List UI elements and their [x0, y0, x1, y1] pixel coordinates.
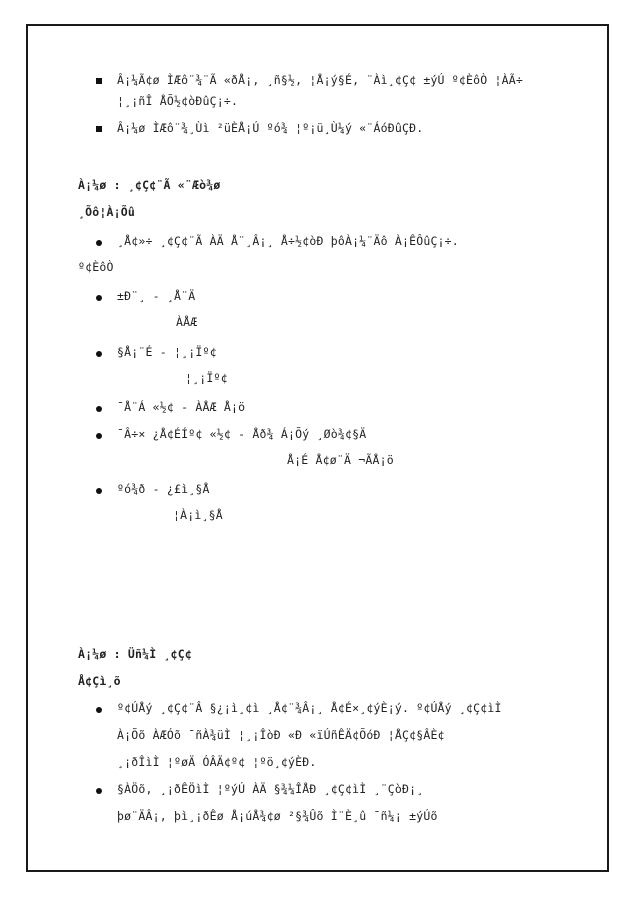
list-item: ºó¾ð - ¿£ì¸§Å	[117, 482, 210, 496]
bullet-text-continued: ¦¸¡ñÎ ÅÕ½¢òÐûÇ¡÷.	[117, 94, 239, 108]
section-subheading: Å¢Çì¸õ	[78, 674, 121, 688]
list-item-continued: ÀÅÆ	[176, 315, 198, 329]
list-item: §Å¡¨É - ¦¸¡Ïº¢	[117, 345, 217, 359]
bullet-text: §ÀÖõ, ¸¡ðÊÖìÌ ¦ºýÚ ÀÄ §¾¼ÎÅÐ ¸¢Ç¢ìÌ ¸¨ÇòÐ¡¸	[117, 782, 424, 796]
page-border	[26, 24, 609, 872]
round-bullet-icon	[96, 488, 102, 494]
list-item: ±Ð¨¸ - ¸Å¨Ä	[117, 289, 196, 303]
section-heading: À¡¼ø : ¸¢Ç¢¨Ã «¨Æò¾ø	[78, 178, 221, 192]
round-bullet-icon	[96, 788, 102, 794]
bullet-text: Â¡¼ø ÌÆô¨¾¸Ùì ²üÈÅ¡Ú ºó¾ ¦º¡ü¸Ù¼ý «¨ÁóÐûÇÐ.	[117, 121, 424, 135]
section-subheading: ¸Õô¦À¡Õû	[78, 205, 135, 219]
round-bullet-icon	[96, 406, 102, 412]
round-bullet-icon	[96, 351, 102, 357]
list-item-continued: ¦À¡ì¸§Å	[173, 508, 223, 522]
list-item: ¯Â÷× ¿Å¢ÉÍº¢ «½¢ - Åð¾ Á¡Õý ¸Øò¾¢§Ä	[117, 427, 367, 441]
square-bullet-icon	[96, 126, 102, 132]
section-heading: À¡¼ø : Üñ¼Ì ¸¢Ç¢	[78, 647, 192, 661]
bullet-text: ¸Å¢»÷ ¸¢Ç¢¨Ã ÀÄ Å¨¸Â¡¸ Å÷½¢òÐ þôÀ¡¼¨Äô À¡ÊÔûÇ¡÷.	[117, 234, 459, 248]
round-bullet-icon	[96, 707, 102, 713]
round-bullet-icon	[96, 295, 102, 301]
bullet-text-continued: ¸¡ðÎìÌ ¦ºøÄ ÓÂÄ¢º¢ ¦ºö¸¢ýÈÐ.	[117, 755, 317, 769]
round-bullet-icon	[96, 433, 102, 439]
bullet-text: º¢ÚÅý ¸¢Ç¢¨Â §¿¡ì¸¢ì ¸Å¢¨¾Â¡¸ Å¢É×¸¢ýÈ¡ý. º¢ÚÅý ¸¢Ç¢ìÌ	[117, 701, 502, 715]
list-item-continued: Å¡É Å¢ø¨Ä ¬ÃÅ¡ö	[287, 453, 394, 467]
square-bullet-icon	[96, 78, 102, 84]
list-item: ¯Å¨Á «½¢ - ÀÅÆ Å¡ö	[117, 400, 246, 414]
bullet-text-continued: À¡Õõ ÀÆÓõ ¯ñÀ¾üÌ ¦¸¡ÎòÐ «Ð «ïÚñÊÄ¢ÕóÐ ¦ÅÇ¢§ÂÈ¢	[117, 728, 445, 742]
round-bullet-icon	[96, 240, 102, 246]
section-label: º¢ÈôÒ	[78, 260, 114, 274]
bullet-text: Â¡¼Ã¢ø ÌÆô¨¾¨Ã «ðÅ¡, ¸ñ§½, ¦Å¡ý§É, ¨Àì¸¢Ç¢ ±ýÚ º¢ÈôÒ ¦ÀÃ÷	[117, 73, 524, 87]
list-item-continued: ¦¸¡Ïº¢	[185, 371, 228, 385]
bullet-text-continued: þø¨ÄÂ¡, þì¸¡ðÊø Å¡úÅ¾¢ø ²§¾Ûõ Ì¨È¸û ¯ñ¼¡ ±ýÚõ	[117, 809, 438, 823]
